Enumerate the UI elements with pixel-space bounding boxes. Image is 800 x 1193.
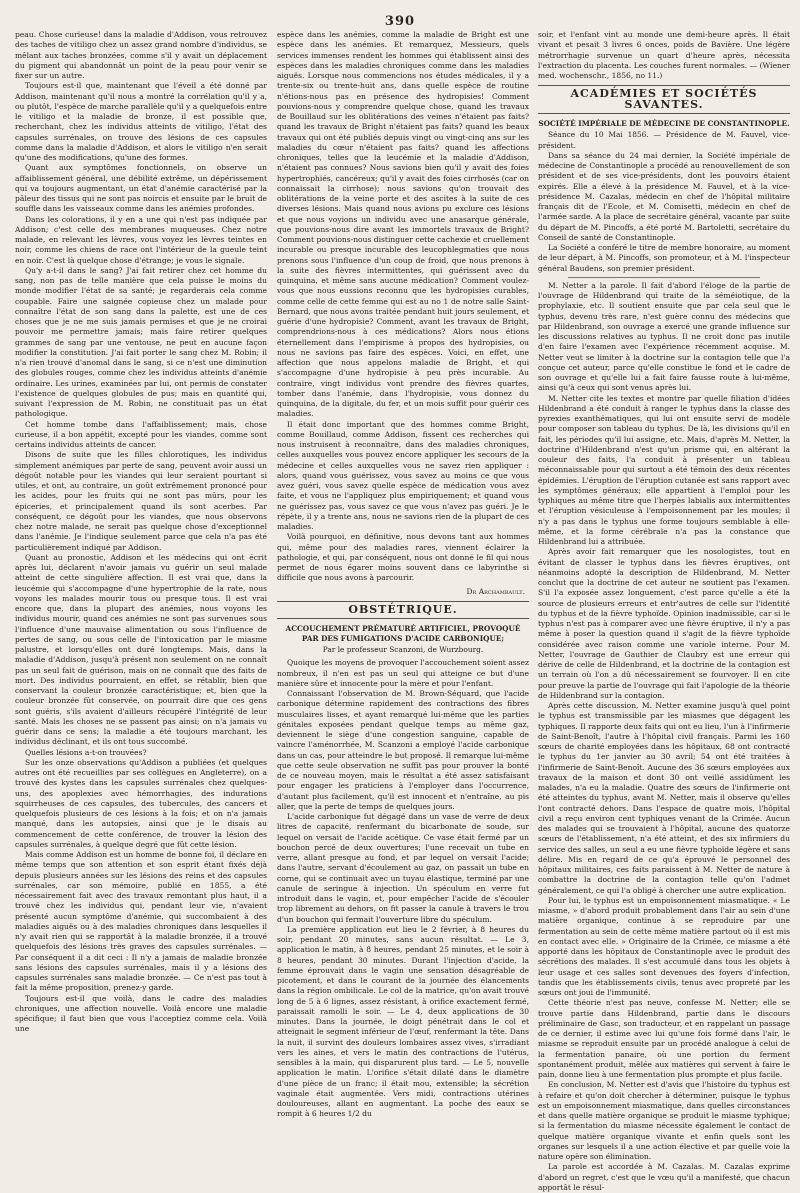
paragraph: Toujours est-il que, maintenant que l'éveil a été donné par Addison, maintenant qu'il nous a montré la corrélation qu'il y a, ou plutôt, l'espèce de marche parallèle qu'il y a quelquefois entre le vitiligo et la maladie de bronze, il est possible que, recherchant, chez les individus atteints de vitiligo, l'état des capsules surrénales, on trouve des lésions de ces capsules comme dans la maladie d'Addison, et alors le vitiligo n'en serait qu'une des modifications, qu'une des formes. — [15, 81, 267, 162]
paragraph: Quant aux symptômes fonctionnels, on observe un affaiblissement général, une débilité extrême, un dépérissement qui va toujours augmentant, un état d'anémie caractérisé par la pâleur des tissus qui ne sont pas noircis et ensuite par le bruit de souffle dans les vaisseaux comme dans les anémies profondes. — [15, 163, 267, 214]
paragraph: Après avoir fait remarquer que les nosologistes, tout en évitant de classer le typhus dans les fièvres éruptives, ont néanmoins adopté la description de Hildenbrand, M. Netter conclut que la doctrine de cet auteur ne soutient pas l'examen. S'il l'a exposée assez longuement, c'est parce qu'elle a été la source de plusieurs erreurs et entr'autres de celle sur l'identité du typhus et de la fièvre typhoïde. Opinion inadmissible, car si le typhus n'est pas à comparer avec une fièvre éruptive, il n'y a pas même à poser la question quand il s'agit de la fièvre typhoïde considérée avec raison comme une variole interne. Pour M. Netter, l'ouvrage de Gauthier de Claubry est une erreur qui dérive de celle de Hildenbrand, et la doctrine de la contagion est un terrain où l'on a dû nécessairement se fourvoyer. Il en cite pour preuve la partie de l'ouvrage qui fait l'apologie de la théorie de Hildenbrand sur la contagion. — [538, 547, 790, 700]
paragraph: L'acide carbonique fut dégagé dans un vase de verre de deux litres de capacité, renfermant du bicarbonate de soude, sur lequel on versait de l'acide acétique. Ce vase était fermé par un bouchon percé de deux ouvertures; l'une recevait un tube en verre, allant presque au fond, et par lequel on versait l'acide; dans l'autre, servant d'écoulement au gaz, on passait un tube en corne, qui se continuait avec un tuyau élastique, terminé par une canule de seringue à injection. Un spéculum en verre fut introduit dans le vagin, et, pour empêcher l'acide de s'écouler trop librement au dehors, on fit passer la canule à travers le trou d'un bouchon qui fermait l'ouverture libre du spéculum. — [277, 812, 529, 924]
column-3 — [538, 30, 790, 1192]
page-number: 390 — [384, 14, 416, 29]
paragraph: Voilà pourquoi, en définitive, nous devons tant aux hommes qui, même pour des maladies rares, viennent éclairer la pathologie, et qui, par conséquent, nous ont donné le fil qui nous permet de nous égarer moins souvent dans ce labyrinthe si difficile que nous avons à parcourir. — [277, 532, 529, 583]
article-title: ACCOUCHEMENT PRÉMATURÉ ARTIFICIEL, PROVOQUÉ PAR DES FUMIGATIONS D'ACIDE CARBONIQUE; — [285, 624, 521, 643]
paragraph: Il était donc important que des hommes comme Bright, comme Bouillaud, comme Addison, fissent ces recherches qui nous instruisent à reconnaître, dans des maladies chroniques, celles auxquelles vous pouvez encore appliquer les secours de la médecine et celles auxquelles vous ne savez rien appliquer : alors, quand vous guérissez, vous savez au moins ce que vous avez guéri, vous savez quelle espèce de médication vous avez faite, et vous ne l'appliquez plus empiriquement; et quand vous ne guérissez pas, vous savez ce que vous n'avez pas guéri. Je le répète, il y a trente ans, nous ne savions rien de la plupart de ces maladies. — [277, 419, 529, 531]
paragraph: Cette théorie n'est pas neuve, confesse M. Netter; elle se trouve partie dans Hildenbrand, partie dans le discours préliminaire de Gasc, son traducteur, et en rappelant un passage de ce dernier, il estime avec lui qu'une fois formé dans l'air, le miasme se reproduit ensuite par un procédé analogue à celui de la fermentation panaire, où une portion du ferment spontanément produit, mêlée aux matières qui servent à faire le pain, donne lieu à une fermentation plus prompte et plus facile. — [538, 998, 790, 1079]
paragraph: La Société a conféré le titre de membre honoraire, au moment de leur départ, à M. Pincoffs, son promoteur, et à M. l'inspecteur général Baudens, son premier président. — [538, 243, 790, 273]
society-title: SOCIÉTÉ IMPÉRIALE DE MÉDECINE DE CONSTANTINOPLE. — [538, 118, 790, 128]
paragraph: Quoique les moyens de provoquer l'accouchement soient assez nombreux, il n'en est pas un seul qui atteigne ce but d'une manière sûre et innocente pour la mère et pour l'enfant. — [277, 658, 529, 688]
paragraph: Qu'y a-t-il dans le sang? J'ai fait retirer chez cet homme du sang, non pas de telle manière que cela puisse le moins du monde modifier l'état de sa santé; je regarderais cela comme coupable. Faire une saignée copieuse chez un malade pour connaître l'état de son sang dans la palette, est une de ces choses que je ne me suis jamais permises et que je ne croirai pouvoir me permettre jamais; mais faire retirer quelques grammes de sang par une ventouse, ne peut en aucune façon modifier la constitution. J'ai fait porter le sang chez M. Robin; il n'a rien trouvé d'anomal dans le sang, si ce n'est une diminution des globules rouges, comme chez les individus atteints d'anémie ordinaire. Les urines, examinées par lui, ont permis de constater l'existence de quelques globules de pus; mais en quantité qui, suivant l'expression de M. Robin, ne constituait pas un état pathologique. — [15, 265, 267, 419]
paragraph: M. Netter cite les textes et montre par quelle filiation d'idées Hildenbrand a été conduit à ranger le typhus dans la classe des pyrexies exanthématiques, qui lui ont ensuite servi de modèle pour composer son tableau du typhus. De là, les divisions qu'il en fait, les périodes qu'il lui assigne, etc. Mais, d'après M. Netter, la doctrine d'Hildenbrand n'est qu'un prisme qui, en altérant la couleur des faits, l'a conduit à présenter un tableau méconnaissable pour qui surtout a été témoin des deux récentes épidémies. L'éruption de l'éruption cutanée est sans rapport avec les symptômes généraux; elle appartient à l'emploi pour les typhiques au même titre que l'herpès labialis aux intermittentes et l'éruption vésiculeuse à l'empoisonnement par les moules; il n'y a pas dans le typhus une forme toujours semblable à elle-même, et la forme cérébrale n'a pas la constance que Hildenbrand lui a attribuée. — [538, 393, 790, 546]
paragraph: Cet homme tombe dans l'affaiblissement; mais, chose curieuse, il a bon appétit, excepté pour les viandes, comme sont certains individus atteints de cancer. — [15, 419, 267, 449]
paragraph: M. Netter a la parole. Il fait d'abord l'éloge de la partie de l'ouvrage de Hildenbrand qui traite de la séméiotique, de la prophylaxie, etc. Il soutient ensuite que par cela seul que le typhus, devenu très rare, n'est guère connu des médecins que par Hildenbrand, son ouvrage a exercé une grande influence sur les discussions relatives au typhus. Il ne croit donc pas inutile d'en faire l'examen avec l'expérience récemment acquise. M. Netter veut se limiter à la doctrine sur la contagion telle que l'a conçue cet auteur, parce qu'elle constitue le fond et le cadre de son ouvrage et qu'elle lui a fait faire fausse route à lui-même, ainsi qu'à ceux qui sont venus après lui. — [538, 280, 790, 393]
paragraph: Disons de suite que les filles chlorotiques, les individus simplement anémiques par perte de sang, peuvent avoir aussi un dégoût notable pour les viandes qui leur seraient pourtant si utiles, et ont, au contraire, un goût extrêmement prononcé pour les acides, pour les fruits qui ne sont pas mûrs, pour les épiceries, et principalement quand ils sont acerbes. Par conséquent, ce dégoût pour les viandes, que nous observons chez notre malade, ne serait pas quelque chose d'exceptionnel dans l'anémie. Je l'indique seulement parce que cela n'a pas été particulièrement indiqué par Addison. — [15, 450, 267, 552]
paragraph: Toujours est-il que voilà, dans le cadre des maladies chroniques, une affection nouvelle. Voilà encore une maladie spécifique; il faut bien que vous l'acceptiez comme cela. Voilà une — [15, 993, 267, 1034]
column-2 — [277, 30, 529, 1119]
paragraph: Mais comme Addison est un homme de bonne foi, il déclare en même temps que son attention et son esprit étant fixés déjà depuis plusieurs années sur les lésions des reins et des capsules surrénales, car son mémoire, publié en 1855, a été nécessairement fait avec des travaux remontant plus haut, il a trouvé chez les individus qui, pendant leur vie, n'avaient présenté aucun symptôme d'anémie, qui succombaient à des maladies aiguës ou à des maladies chroniques dans lesquelles il n'y avait rien qui se rapportât à la maladie bronzée, il a trouvé quelquefois des lésions très graves des capsules surrénales. — Par conséquent il a dit ceci : Il n'y a jamais de maladie bronzée sans lésions des capsules surrénales, mais il y a lésions des capsules surrénales sans maladie bronzée. — Ce n'est pas tout à fait la même proposition, prenez-y garde. — [15, 850, 267, 993]
author-signature: Dr Archambault. — [466, 586, 525, 596]
section-heading-obstetrique: OBSTÉTRIQUE. — [277, 601, 529, 619]
paragraph: La première application eut lieu le 2 février, à 8 heures du soir, pendant 20 minutes, sans aucun résultat. — Le 3, application le matin, à 8 heures, pendant 25 minutes, et le soir à 8 heures, pendant 30 minutes. Durant l'injection d'acide, la femme éprouvait dans le vagin une sensation désagréable de picotement, et dans le courant de la journée des élancements dans la région ombilicale. Le col de la matrice, qu'on avait trouvé long de 5 à 6 lignes, assez résistant, à orifice exactement fermé, paraissait ramolli le soir. — Le 4, deux applications de 30 minutes. Dans la journée, le doigt pénétrait dans le col et atteignait le segment inférieur de l'œuf, renfermant la tête. Dans la nuit, il survint des douleurs lombaires assez vives, s'irradiant vers les aines, et vers le matin des contractions de l'utérus, sensibles à la main, qui disparurent plus tard. — Le 5, nouvelle application le matin. L'orifice s'était dilaté dans le diamètre d'une pièce de un franc; il était mou, extensible; la sécrétion vaginale était augmentée. Vers midi, contractions utérines douloureuses, allant en augmentant. La poche des eaux se rompit à 6 heures 1/2 du — [277, 924, 529, 1119]
paragraph: Sur les onze observations qu'Addison a publiées (et quelques autres ont été recueillies par ses collègues en Angleterre), on a trouvé des kystes dans les capsules surrénales chez quelques-uns, des apoplexies avec hémorrhagies, des indurations squirrheuses de ces capsules, des tubercules, des cancers et quelquefois plusieurs de ces lésions à la fois; et on n'a jamais manqué, dans les autopsies, ainsi que je le disais au commencement de cette conférence, de trouver la lésion des capsules surrénales, à quelque degré que fût cette lésion. — [15, 757, 267, 849]
column-1 — [15, 30, 267, 1088]
paragraph: espèce dans les anémies, comme la maladie de Bright est une espèce dans les anémies. Et remarquez, Messieurs, quels services immenses rendent les hommes qui établissent ainsi des espèces dans les maladies chroniques comme dans les maladies aiguës. Lorsque nous commencions nos études médicales, il y a trente-six ou trente-huit ans, dans quelle espèce de routine n'étions-nous pas en présence des hydropisies! Comment pouvions-nous y comprendre quelque chose, quand les travaux de Bouillaud sur les oblitérations des veines n'étaient pas faits? quand les travaux de Bright n'étaient pas faits? quand les beaux travaux qui ont été publiés depuis vingt ou vingt-cinq ans sur les maladies du cœur n'étaient pas faits? quand les affections chroniques, telles que la leucémie et la maladie d'Addison, n'étaient pas connues? Nous savions bien qu'il y avait des foies hypertrophiés, cancéreux; qu'il y avait des foies cirrhosés (car on connaissait la cirrhose); nous savions qu'on trouvait des oblitérations de la veine porte et des ascites à la suite de ces diverses lésions. Mais quand nous avions pu exclure ces lésions et que nous voyions un individu avec une anasarque générale, que pouvions-nous dire avant les immortels travaux de Bright? Comment pouvions-nous distinguer cette cachexie et cruellement incurable ou presque incurable des leucophlegmaties que nous prenons sous l'influence d'un coup de froid, que nous prenons à la suite des fièvres intermittentes, qui guérissent avec du quinquina, et même sans aucune médication? Comment voulez-vous que nous eussions reconnu que les hydropisies curables, comme celle de cette femme qui est au no 1 de notre salle Saint-Bernard, que nous avons traitée pendant huit jours seulement, et guérie d'une hydropisie? Comment, avant les travaux de Bright, comprendrions-nous à ces médications? Alors nous étions éternellement dans l'empirisme à propos des hydropisies, ou nous ne savions pas faire des espèces. Voici, en effet, une affection que nous appelons maladie de Bright, et qui s'accompagne d'une hydropisie à peu près incurable. Au contraire, vingt individus vont prendre des fièvres quartes, tomber dans l'anémie, dans l'hydropisie, vous donnez du quinquina, de la digitale, du fer, et un mois suffit pour guérir ces maladies. — [277, 30, 529, 419]
session-info: Séance du 10 Mai 1856. — Présidence de M. Fauvel, vice-président. — [538, 130, 790, 150]
paragraph: Connaissant l'observation de M. Brown-Séquard, que l'acide carbonique détermine rapidement des contractions des fibres musculaires lisses, et ayant remarqué lui-même que les parties génitales exposées pendant quelque temps au même gaz, deviennent le siège d'une congestion sanguine, capable de vaincre l'aménorrhée, M. Scanzoni a employé l'acide carbonique dans un cas, pour atteindre le but proposé. Il remarque lui-même que cette seule observation ne suffit pas pour prouver la bonté de ce nouveau moyen, mais le résultat a été assez satisfaisant pour engager les praticiens à l'employer dans l'occurrence, d'autant plus facilement, qu'il est innocent et n'entraîne, au pis aller, que la perte de temps de quelques jours. — [277, 689, 529, 811]
paragraph: Quant au pronostic, Addison et les médecins qui ont écrit après lui, déclarent n'avoir jamais vu guérir un seul malade atteint de cette singulière affection. Il est vrai que, dans la leucémie qui s'accompagne d'une hypertrophie de la rate, nous voyons les malades mourir tous ou presque tous. Il est vrai encore que, dans la plupart des anémies, nous voyons les individus mourir, quand ces anémies ne sont pas survenues sous l'influence d'une mauvaise alimentation ou sous l'influence de pertes de sang, ou sous celle de l'intoxication par le miasme palustre, et lorsqu'elles ont duré longtemps. Mais, dans la maladie d'Addison, jusqu'à présent non seulement on ne connaît pas un seul fait de guérison, mais on ne connaît que des faits de mort. Des individus pourraient, en effet, se rétablir, bien que conservant la couleur bronzée caractéristique; et, bien que la couleur bronzée fût conservée, on pourrait dire que ces gens sont guéris, s'ils avaient d'ailleurs récupéré l'intégrité de leur santé. Mais les choses ne se passent pas ainsi; on n'a jamais vu guérir dans ce sens; la maladie a été toujours marchant, les individus déclinant, et ils ont tous succombé. — [15, 552, 267, 747]
section-heading-academies: ACADÉMIES ET SOCIÉTÉS SAVANTES. — [538, 85, 790, 114]
article-byline: Par le professeur Scanzoni, de Wurzbourg. — [322, 645, 484, 654]
paragraph: peau. Chose curieuse! dans la maladie d'Addison, vous retrouvez des taches de vitiligo chez un assez grand nombre d'individus, se mêlant aux taches bronzées, comme s'il y avait un déplacement du pigment qui abandonnât un point de la peau pour venir se fixer sur un autre. — [15, 30, 267, 80]
paragraph: Quelles lésions a-t-on trouvées? — [25, 747, 147, 757]
paragraph: En conclusion, M. Netter est d'avis que l'histoire du typhus est à refaire et qu'on doit chercher à déterminer, puisque le typhus est un empoisonnement miasmatique, dans quelles circonstances et dans quelle matière organique se produit le miasme typhique; si la fermentation du miasme nécessite également le contact de quelque matière organique vivante et enfin quels sont les organes sur lesquels il a une action élective et par quelle voie la nature opère son élimination. — [538, 1080, 790, 1161]
paragraph: Après cette discussion, M. Netter examine jusqu'à quel point le typhus est transmissible par les miasmes que dégagent les typhiques. Il rapporte deux faits qui ont eu lieu, l'un à l'infirmerie de Saint-Benoît, l'autre à l'hôpital civil français. Parmi les 160 sœurs de charité employées dans les hôpitaux, 68 ont contracté le typhus du 1er janvier au 30 avril; 54 ont été traitées à l'infirmerie de Saint-Benoît. Aucune des 36 sœurs employées aux travaux de la maison et dont 30 ont veillé assidûment les malades, n'a eu la maladie. Quatre des sœurs de l'infirmerie ont été atteintes du typhus, avant M. Netter, mais il observe qu'elles l'ont contracté dehors. Dans l'espace de quatre mois, l'hôpital civil a reçu environ cent typhiques venant de la Crimée. Aucun des malades qui se trouvaient à l'hôpital, aucune des quatorze sœurs de l'établissement, n'a été atteint, et des six infirmiers du service des salles, un seul a eu une fièvre typhoïde légère et sans délire. Mis en regard de ce qu'a éprouvé le personnel des hôpitaux militaires, ces faits paraissent à M. Netter de nature à combattre la doctrine de la contagion telle qu'on l'admet généralement, ce qui l'a obligé à chercher une autre explication. — [538, 701, 790, 895]
paragraph: Dans sa séance du 24 mai dernier, la Société impériale de médecine de Constantinople a procédé au renouvellement de son président et de ses vice-présidents, dont les pouvoirs étaient expirés. Elle a élevé à la présidence M. Fauvel, et à la vice-présidence M. Cazalas, médecin en chef de l'hôpital militaire français dit de l'Ecole, et M. Comisetti, médecin en chef de l'armée sarde. A la place de secrétaire général, vacante par suite du départ de M. Pincoffs, a été porté M. Bartoletti, secrétaire du Conseil de santé de Constantinople. — [538, 150, 790, 242]
paragraph: Dans les colorations, il y en a une qui n'est pas indiquée par Addison; c'est celle des membranes muqueuses. Chez notre malade, en relevant les lèvres, vous voyez les lèvres teintes en noir, comme les chiens de race ont l'intérieur de la gueule teint en noir. C'est là quelque chose d'étrange; je vous le signale. — [15, 214, 267, 265]
paragraph: Pour lui, le typhus est un empoisonnement miasmatique. « Le miasme, » d'abord produit probablement dans l'air au sein d'une matière organique, continue à se reproduire par une fermentation au sein de cette même matière partout où il est mis en contact avec elle. » Originaire de la Crimée, ce miasme a été apporté dans les hôpitaux de Constantinople avec le produit des sécrétions des malades. Il s'est accumulé dans tous les objets à leur usage et ces salles sont devenues des foyers d'infection, tandis que les établissements civils, tenus avec propreté par les sœurs ont joui de l'immunité. — [538, 895, 790, 997]
paragraph: La parole est accordée à M. Cazalas. M. Cazalas exprime d'abord un regret, c'est que le vœu qu'il a manifesté, que chacun apportât le résul- — [538, 1162, 790, 1192]
divider — [568, 277, 760, 278]
paragraph: soir, et l'enfant vint au monde une demi-heure après. Il était vivant et pesait 3 livres 6 onces, poids de Bavière. Une légère métrorrhagie survenue un quart d'heure après, nécessita l'extraction du placenta. Les couches furent normales. — (Wiener med. wochenschr., 1856, no 11.) — [538, 30, 790, 80]
